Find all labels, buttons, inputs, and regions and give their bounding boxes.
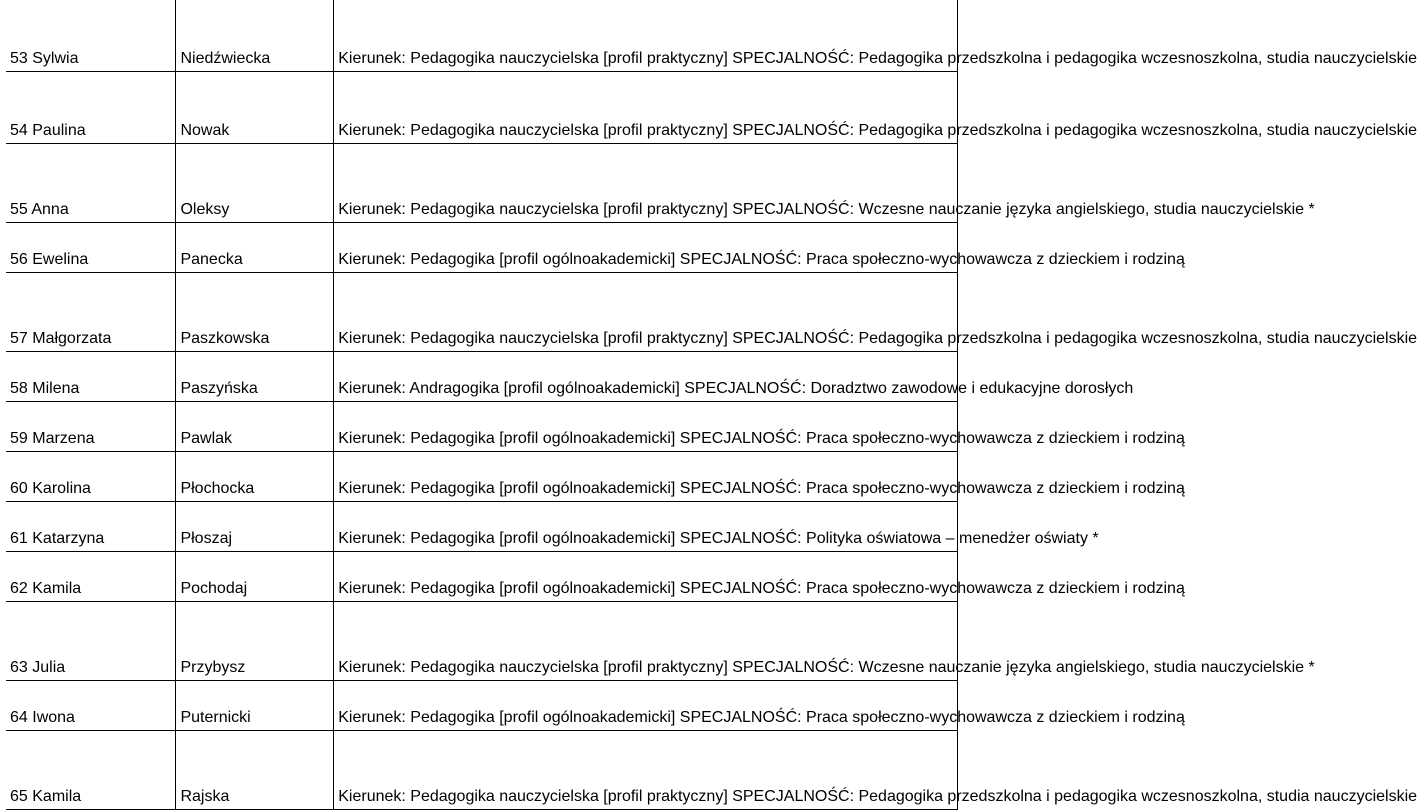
specialization-text: Kierunek: Pedagogika nauczycielska [profil praktyczny] SPECJALNOŚĆ: Wczesne nauczanie języka angielskiego, studia nauczycielskie * <box>334 602 958 681</box>
name-cell <box>6 273 176 352</box>
row-number: 55 <box>10 201 28 218</box>
name-cell <box>6 681 176 731</box>
name-cell <box>6 144 176 223</box>
specialization-text: Kierunek: Andragogika [profil ogólnoakademicki] SPECJALNOŚĆ: Doradztwo zawodowe i edukacyjne dorosłych <box>334 352 958 402</box>
first-name: Milena <box>32 380 80 397</box>
last-name: Nowak <box>176 72 334 144</box>
table-row <box>6 72 958 144</box>
last-name: Rajska <box>176 731 334 810</box>
specialization-text: Kierunek: Pedagogika nauczycielska [profil praktyczny] SPECJALNOŚĆ: Wczesne nauczanie języka angielskiego, studia nauczycielskie * <box>334 144 958 223</box>
row-number: 53 <box>10 50 28 67</box>
name-cell <box>6 731 176 810</box>
row-number: 58 <box>10 380 28 397</box>
row-number: 65 <box>10 788 28 805</box>
row-number: 57 <box>10 330 28 347</box>
name-cell <box>6 223 176 273</box>
row-number: 56 <box>10 251 28 268</box>
last-name: Panecka <box>176 223 334 273</box>
last-name: Paszyńska <box>176 352 334 402</box>
name-cell <box>6 552 176 602</box>
table-row <box>6 552 958 602</box>
table-row <box>6 602 958 681</box>
first-name: Małgorzata <box>32 330 112 347</box>
specialization-text: Kierunek: Pedagogika [profil ogólnoakademicki] SPECJALNOŚĆ: Praca społeczno-wychowawcza z dzieckiem i rodziną <box>334 552 958 602</box>
table-row <box>6 452 958 502</box>
first-name: Kamila <box>32 580 82 597</box>
first-name: Ewelina <box>32 251 89 268</box>
last-name: Pochodaj <box>176 552 334 602</box>
specialization-text: Kierunek: Pedagogika [profil ogólnoakademicki] SPECJALNOŚĆ: Praca społeczno-wychowawcza z dzieckiem i rodziną <box>334 681 958 731</box>
name-cell <box>6 352 176 402</box>
last-name: Oleksy <box>176 144 334 223</box>
table-row <box>6 731 958 810</box>
row-number: 54 <box>10 122 28 139</box>
table-row <box>6 681 958 731</box>
specialization-text: Kierunek: Pedagogika [profil ogólnoakademicki] SPECJALNOŚĆ: Praca społeczno-wychowawcza z dzieckiem i rodziną <box>334 452 958 502</box>
name-cell <box>6 452 176 502</box>
student-table-body <box>6 0 1417 810</box>
name-cell <box>6 602 176 681</box>
first-name: Katarzyna <box>32 530 105 547</box>
last-name: Puternicki <box>176 681 334 731</box>
first-name: Anna <box>31 201 69 218</box>
first-name: Sylwia <box>32 50 79 67</box>
row-number: 61 <box>10 530 28 547</box>
table-row <box>6 402 958 452</box>
last-name: Pawlak <box>176 402 334 452</box>
specialization-text: Kierunek: Pedagogika [profil ogólnoakademicki] SPECJALNOŚĆ: Polityka oświatowa – menedżer oświaty * <box>334 502 958 552</box>
first-name: Paulina <box>32 122 86 139</box>
row-number: 59 <box>10 430 28 447</box>
student-table <box>6 0 1417 810</box>
first-name: Iwona <box>32 709 75 726</box>
table-row <box>6 144 958 223</box>
last-name: Płochocka <box>176 452 334 502</box>
first-name: Karolina <box>32 480 91 497</box>
name-cell <box>6 402 176 452</box>
table-row <box>6 273 958 352</box>
table-row <box>6 0 958 72</box>
name-cell <box>6 0 176 72</box>
table-row <box>6 502 958 552</box>
table-row <box>6 223 958 273</box>
last-name: Niedźwiecka <box>176 0 334 72</box>
row-number: 60 <box>10 480 28 497</box>
table-row <box>6 352 958 402</box>
last-name: Przybysz <box>176 602 334 681</box>
specialization-text: Kierunek: Pedagogika [profil ogólnoakademicki] SPECJALNOŚĆ: Praca społeczno-wychowawcza z dzieckiem i rodziną <box>334 402 958 452</box>
specialization-text: Kierunek: Pedagogika nauczycielska [profil praktyczny] SPECJALNOŚĆ: Pedagogika przedszkolna i pedagogika wczesnoszkolna, studia nauczycielskie <box>334 731 958 810</box>
row-number: 62 <box>10 580 28 597</box>
first-name: Julia <box>32 659 66 676</box>
specialization-text: Kierunek: Pedagogika nauczycielska [profil praktyczny] SPECJALNOŚĆ: Pedagogika przedszkolna i pedagogika wczesnoszkolna, studia nauczycielskie <box>334 0 958 72</box>
specialization-text: Kierunek: Pedagogika nauczycielska [profil praktyczny] SPECJALNOŚĆ: Pedagogika przedszkolna i pedagogika wczesnoszkolna, studia nauczycielskie <box>334 273 958 352</box>
name-cell <box>6 502 176 552</box>
row-number: 64 <box>10 709 28 726</box>
first-name: Marzena <box>32 430 95 447</box>
name-cell <box>6 72 176 144</box>
first-name: Kamila <box>32 788 82 805</box>
row-number: 63 <box>10 659 28 676</box>
specialization-text: Kierunek: Pedagogika nauczycielska [profil praktyczny] SPECJALNOŚĆ: Pedagogika przedszkolna i pedagogika wczesnoszkolna, studia nauczycielskie <box>334 72 958 144</box>
last-name: Paszkowska <box>176 273 334 352</box>
specialization-text: Kierunek: Pedagogika [profil ogólnoakademicki] SPECJALNOŚĆ: Praca społeczno-wychowawcza z dzieckiem i rodziną <box>334 223 958 273</box>
last-name: Płoszaj <box>176 502 334 552</box>
